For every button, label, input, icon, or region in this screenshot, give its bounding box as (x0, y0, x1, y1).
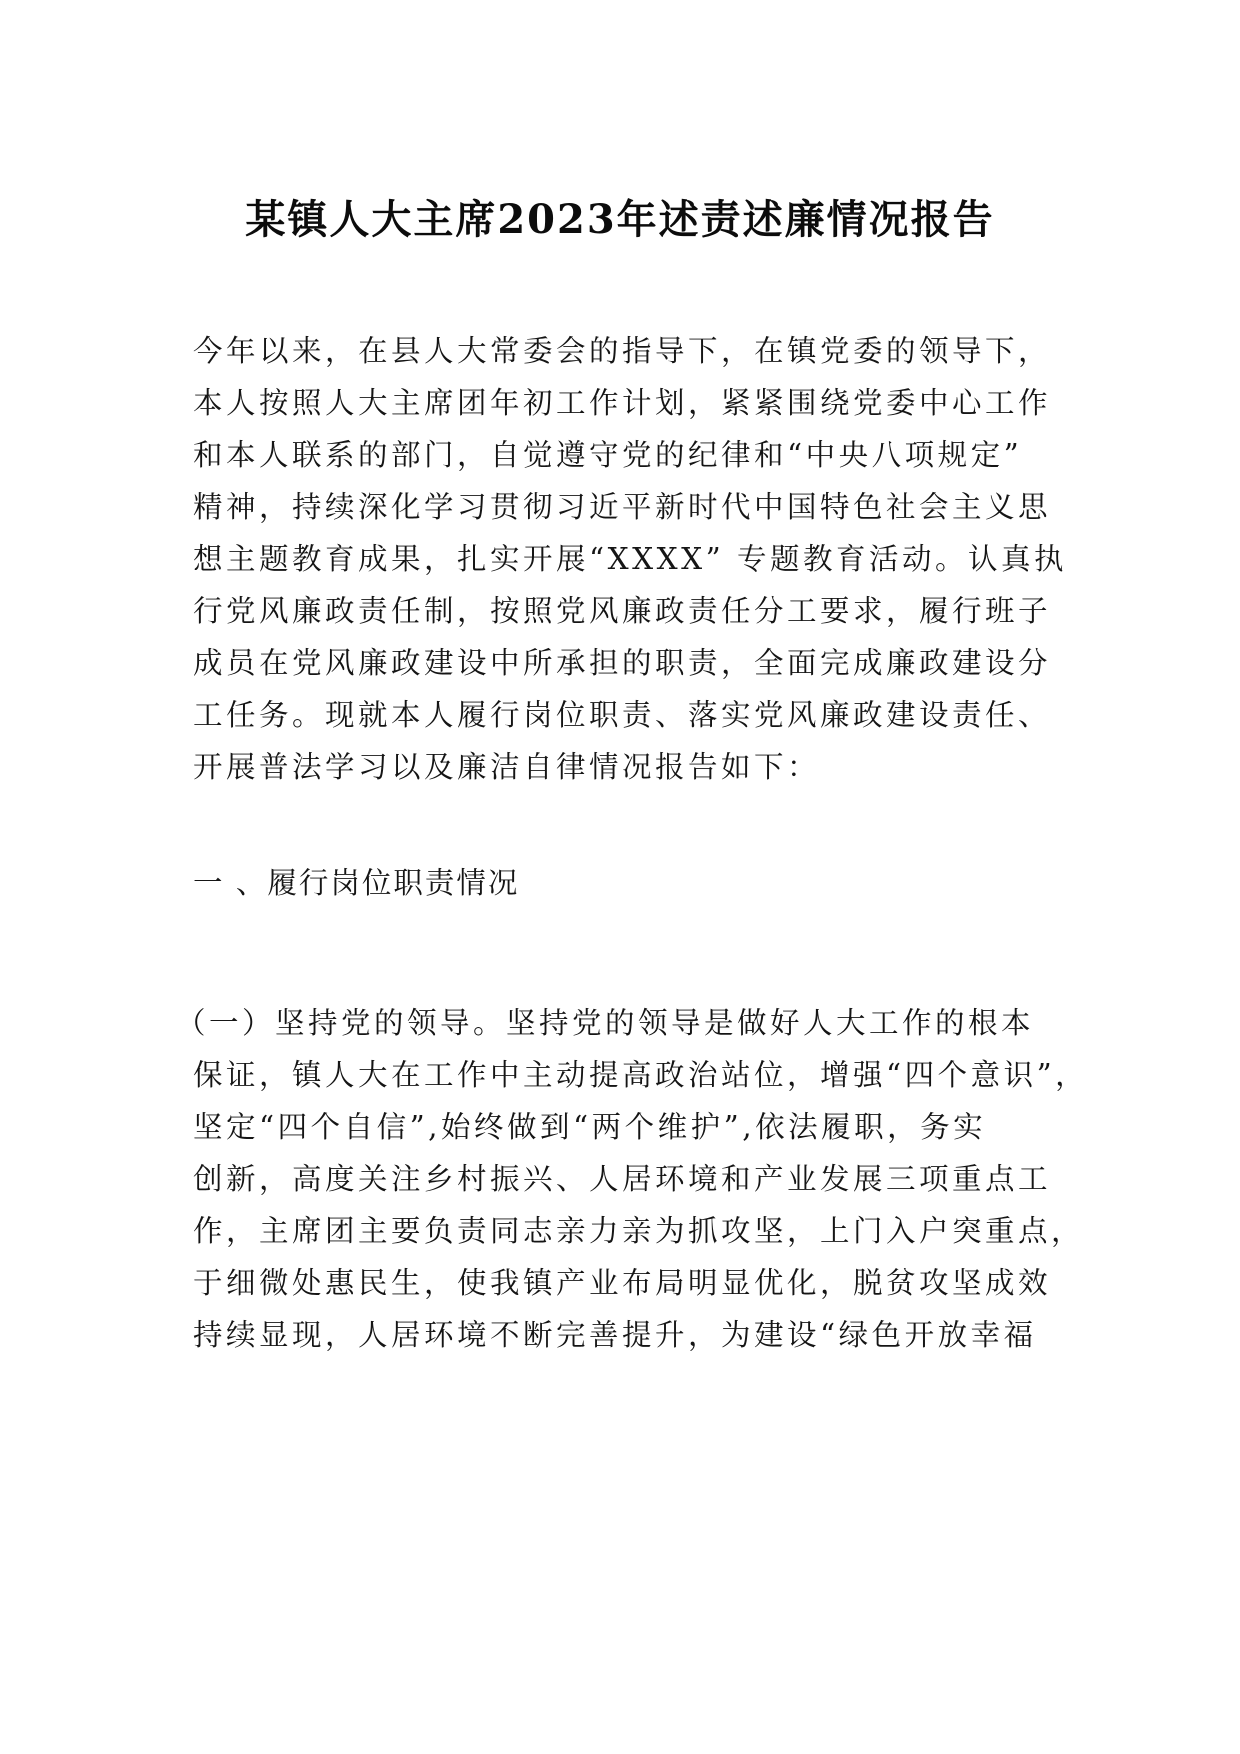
intro-line: 精神，持续深化学习贯彻习近平新时代中国特色社会主义思 (193, 490, 1052, 524)
intro-line: 和本人联系的部门，自觉遵守党的纪律和“中央八项规定” (193, 438, 1023, 472)
intro-line: 工任务。现就本人履行岗位职责、落实党风廉政建设责任、 (193, 698, 1052, 732)
section-line: 于细微处惠民生，使我镇产业布局明显优化，脱贫攻坚成效 (193, 1266, 1052, 1300)
section-line: 持续显现，人居环境不断完善提升，为建设“绿色开放幸福 (193, 1318, 1037, 1352)
intro-line: 想主题教育成果，扎实开展“XXXX” 专题教育活动。认真执 (193, 542, 1068, 576)
section-line: 保证，镇人大在工作中主动提高政治站位，增强“四个意识”， (193, 1058, 1089, 1092)
section-line: 创新，高度关注乡村振兴、人居环境和产业发展三项重点工 (193, 1162, 1052, 1196)
document-title: 某镇人大主席2023年述责述廉情况报告 (245, 196, 995, 243)
intro-line: 本人按照人大主席团年初工作计划，紧紧围绕党委中心工作 (193, 386, 1052, 420)
section-line: 坚定“四个自信”,始终做到“两个维护”,依法履职，务实 (193, 1110, 987, 1144)
intro-line: 开展普法学习以及廉洁自律情况报告如下： (193, 750, 821, 784)
intro-line: 行党风廉政责任制，按照党风廉政责任分工要求，履行班子 (193, 594, 1052, 628)
section-line: （一）坚持党的领导。坚持党的领导是做好人大工作的根本 (176, 1006, 1035, 1040)
intro-line: 今年以来，在县人大常委会的指导下，在镇党委的领导下， (193, 334, 1052, 368)
section-heading: 一 、履行岗位职责情况 (193, 866, 520, 900)
section-line: 作，主席团主要负责同志亲力亲为抓攻坚，上门入户突重点， (193, 1214, 1085, 1248)
intro-line: 成员在党风廉政建设中所承担的职责，全面完成廉政建设分 (193, 646, 1052, 680)
